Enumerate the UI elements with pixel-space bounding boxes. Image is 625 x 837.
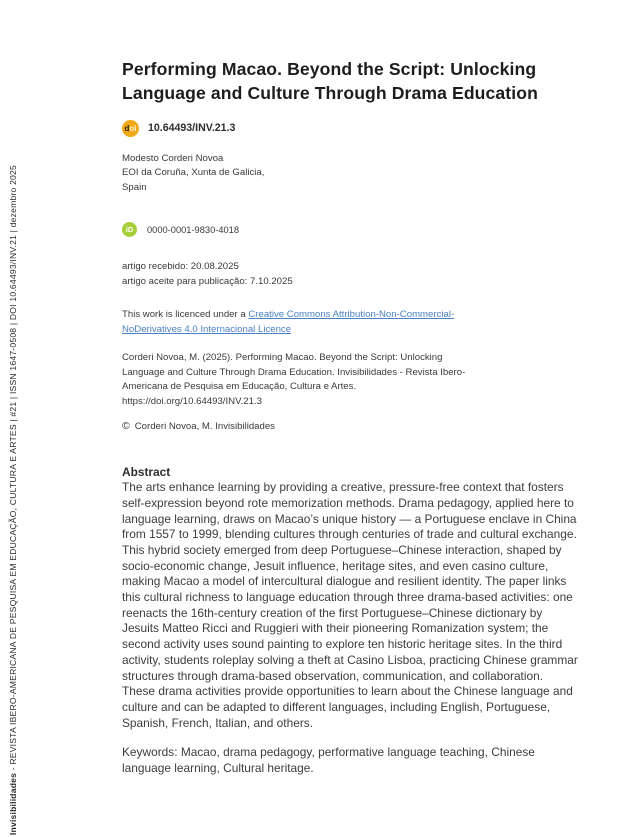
author-affiliation: EOI da Coruña, Xunta de Galicia, [122, 167, 265, 179]
orcid-icon: iD [122, 222, 137, 237]
author-country: Spain [122, 181, 147, 193]
orcid-row [122, 222, 578, 237]
license-statement [122, 308, 470, 338]
doi-icon: d oi [122, 120, 139, 137]
license-prefix: This work is licenced under a [122, 308, 249, 320]
citation-text: Corderi Novoa, M. (2025). Performing Macao. Beyond the Script: Unlocking Language and Culture Through Drama Education. Invisibilidades - Revista Ibero-Americana de Pesquisa em Educação, Cultura e Artes. https://doi.org/10.64493/INV.21.3 [122, 351, 466, 408]
copyright-row [122, 420, 578, 432]
doi-value: 10.64493/INV.21.3 [148, 122, 236, 135]
orcid-id: 0000-0001-9830-4018 [147, 224, 240, 235]
article-title: Performing Macao. Beyond the Script: Unlocking Language and Culture Through Drama Education [122, 59, 538, 104]
date-accepted: artigo aceite para publicação: 7.10.2025 [122, 276, 293, 288]
abstract-heading: Abstract [122, 465, 171, 480]
keywords-text: Keywords: Macao, drama pedagogy, performative language teaching, Chinese language learning, Cultural heritage. [122, 745, 535, 776]
journal-spine-meta: - REVISTA IBERO-AMERICANA DE PESQUISA EM EDUCAÇÃO, CULTURA E ARTES | #21 | ISSN 1647-0508 | DOI 10.64493/INV.21 | dezembro 2025 [8, 164, 18, 773]
article-content [122, 0, 578, 777]
author-block [122, 152, 578, 196]
copyright-icon: © [122, 420, 130, 433]
journal-spine [8, 165, 18, 835]
journal-name: Invisibilidades [8, 772, 18, 835]
author-name: Modesto Corderi Novoa [122, 152, 224, 164]
creative-commons-license-link[interactable]: Creative Commons Attribution-Non-Commercial-NoDerivatives 4.0 Internacional Licence [122, 308, 455, 335]
date-received: artigo recebido: 20.08.2025 [122, 261, 239, 273]
abstract-text: The arts enhance learning by providing a creative, pressure-free context that fosters self-expression beyond rote memorization methods. Drama pedagogy, applied here to language learning, draws on Macao’s unique history — a Portuguese enclave in China from 1557 to 1999, blending cultures through centuries of trade and cultural exchange. This hybrid society emerged from deep Portuguese–Chinese interaction, shaped by socio-economic change, Jesuit influence, heritage sites, and even casino culture, making Macao a model of intercultural dialogue and resilient identity. The paper links this cultural richness to language education through three drama-based activities: one reenacts the 16th-century creation of the first Portuguese–Chinese dictionary by Jesuits Matteo Ricci and Ruggieri with their pioneering Romanization system; the second activity uses sound painting to explore ten historic heritage sites. In the third activity, students roleplay solving a theft at Casino Lisboa, practicing Chinese grammar structures through drama-based observation, communication, and collaboration. These drama activities provide opportunities to learn about the Chinese language and culture and can be adapted to different languages, including English, Portuguese, Spanish, French, Italian, and others. [122, 480, 578, 730]
article-dates [122, 260, 578, 290]
copyright-text: Corderi Novoa, M. Invisibilidades [134, 420, 275, 432]
abstract-section [122, 465, 578, 731]
doi-row [122, 120, 578, 137]
